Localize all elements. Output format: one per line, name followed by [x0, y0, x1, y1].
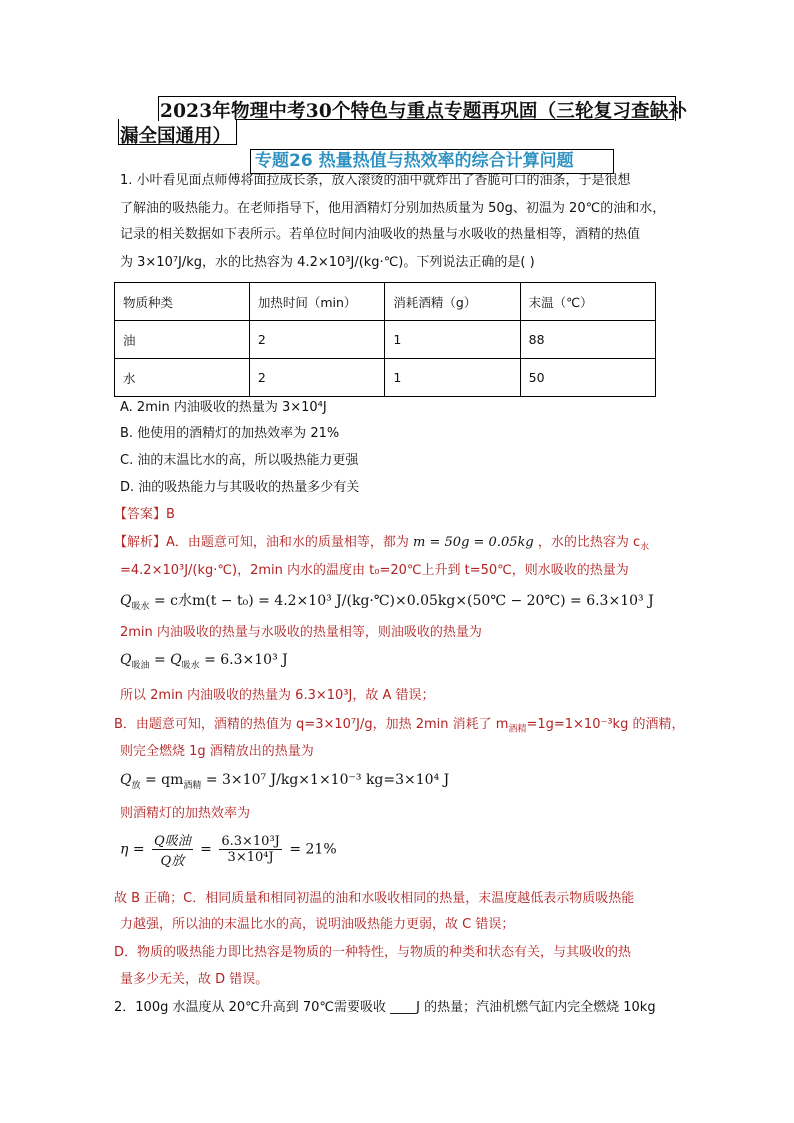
analysis-c-line1: 故 B 正确；C．相同质量和相同初温的油和水吸收相同的热量，末温度越低表示物质吸热能 [114, 891, 635, 906]
page-title-line1: 2023年物理中考30个特色与重点专题再巩固（三轮复习查缺补 [160, 101, 688, 122]
table-header-cell: 消耗酒精（g） [385, 283, 520, 321]
option-c: C. 油的末温比水的高，所以吸热能力更强 [120, 453, 359, 468]
topic-subtitle: 专题26 热量热值与热效率的综合计算问题 [250, 149, 614, 174]
option-b: B. 他使用的酒精灯的加热效率为 21% [120, 426, 340, 441]
option-a: A. 2min 内油吸收的热量为 3×10⁴J [120, 400, 327, 415]
formula-q-oil: $Q_{吸油} = Q_{吸水} = 6.3\times 10^3$ J [120, 652, 288, 671]
formula-q-water: $Q_{吸水} = c$水m(t − t₀) = 4.2×10³ J/(kg·℃)×0.05kg×(50℃ − 20℃) = 6.3×10³ J [120, 593, 654, 612]
table-cell: 油 [115, 321, 250, 359]
analysis-b-line3: 则酒精灯的加热效率为 [120, 806, 251, 821]
table-header-cell: 末温（℃） [520, 283, 655, 321]
table-cell: 2 [249, 359, 385, 397]
analysis-d-line2: 量多少无关，故 D 错误。 [120, 972, 269, 987]
formula-efficiency: η = $\frac{\text{Q吸油}}{\text{Q放}}$ = $\frac{\text{6.3×10³J}}{\text{3×10⁴J}}$ = 21% [120, 830, 337, 869]
analysis-c-line2: 力越强，所以油的末温比水的高，说明油吸热能力更弱，故 C 错误； [120, 917, 515, 932]
table-cell: 水 [115, 359, 250, 397]
table-cell: 1 [385, 359, 520, 397]
table-header-cell: 加热时间（min） [249, 283, 385, 321]
q1-line4: 为 3×10⁷J/kg，水的比热容为 4.2×10³J/(kg·℃)。下列说法正确的是( ) [120, 255, 535, 270]
table-cell: 50 [520, 359, 655, 397]
table-header-row [115, 283, 656, 321]
page-title-line2: 漏全国通用） [120, 126, 232, 147]
analysis-a-line1: 【解析】A．由题意可知，油和水的质量相等，都为 m = 50g = 0.05kg ，水的比热容为 $c_水$ [114, 535, 650, 553]
table-cell: 2 [249, 321, 385, 359]
analysis-a-line4: 所以 2min 内油吸收的热量为 6.3×10³J，故 A 错误； [120, 688, 435, 703]
table-row [115, 321, 656, 359]
formula-q-release: $Q_放 = qm_{酒精} = 3\times 10^7$ J/kg×1×10⁻³ kg=3×10⁴ J [120, 772, 450, 791]
q1-line2: 了解油的吸热能力。在老师指导下，他用酒精灯分别加热质量为 50g、初温为 20℃的油和水， [120, 201, 666, 216]
option-d: D. 油的吸热能力与其吸收的热量多少有关 [120, 480, 360, 495]
q2-line1: 2．100g 水温度从 20℃升高到 70℃需要吸收 ____J 的热量；汽油机燃气缸内完全燃烧 10kg [114, 1000, 656, 1015]
q1-line3: 记录的相关数据如下表所示。若单位时间内油吸收的热量与水吸收的热量相等，酒精的热值 [120, 227, 641, 242]
analysis-a-line2: =4.2×10³J/(kg·℃)，2min 内水的温度由 t₀=20℃上升到 t=50℃，则水吸收的热量为 [120, 563, 629, 578]
table-row [115, 359, 656, 397]
table-cell: 88 [520, 321, 655, 359]
q1-line1: 1. 小叶看见面点师傅将面拉成长条，放入滚烫的油中就炸出了香脆可口的油条，于是很想 [120, 173, 631, 188]
analysis-d-line1: D．物质的吸热能力即比热容是物质的一种特性，与物质的种类和状态有关，与其吸收的热 [114, 945, 632, 960]
experiment-data-table [114, 282, 656, 397]
table-header-cell: 物质种类 [115, 283, 250, 321]
answer-label: 【答案】B [114, 507, 175, 522]
table-cell: 1 [385, 321, 520, 359]
analysis-a-line3: 2min 内油吸收的热量与水吸收的热量相等，则油吸收的热量为 [120, 625, 482, 640]
analysis-b-line2: 则完全燃烧 1g 酒精放出的热量为 [120, 744, 314, 759]
analysis-b-line1: B．由题意可知，酒精的热值为 q=3×10⁷J/g，加热 2min 消耗了 $m_{酒精}=1g=1\times 10^{-3}kg$ 的酒精， [114, 717, 685, 735]
